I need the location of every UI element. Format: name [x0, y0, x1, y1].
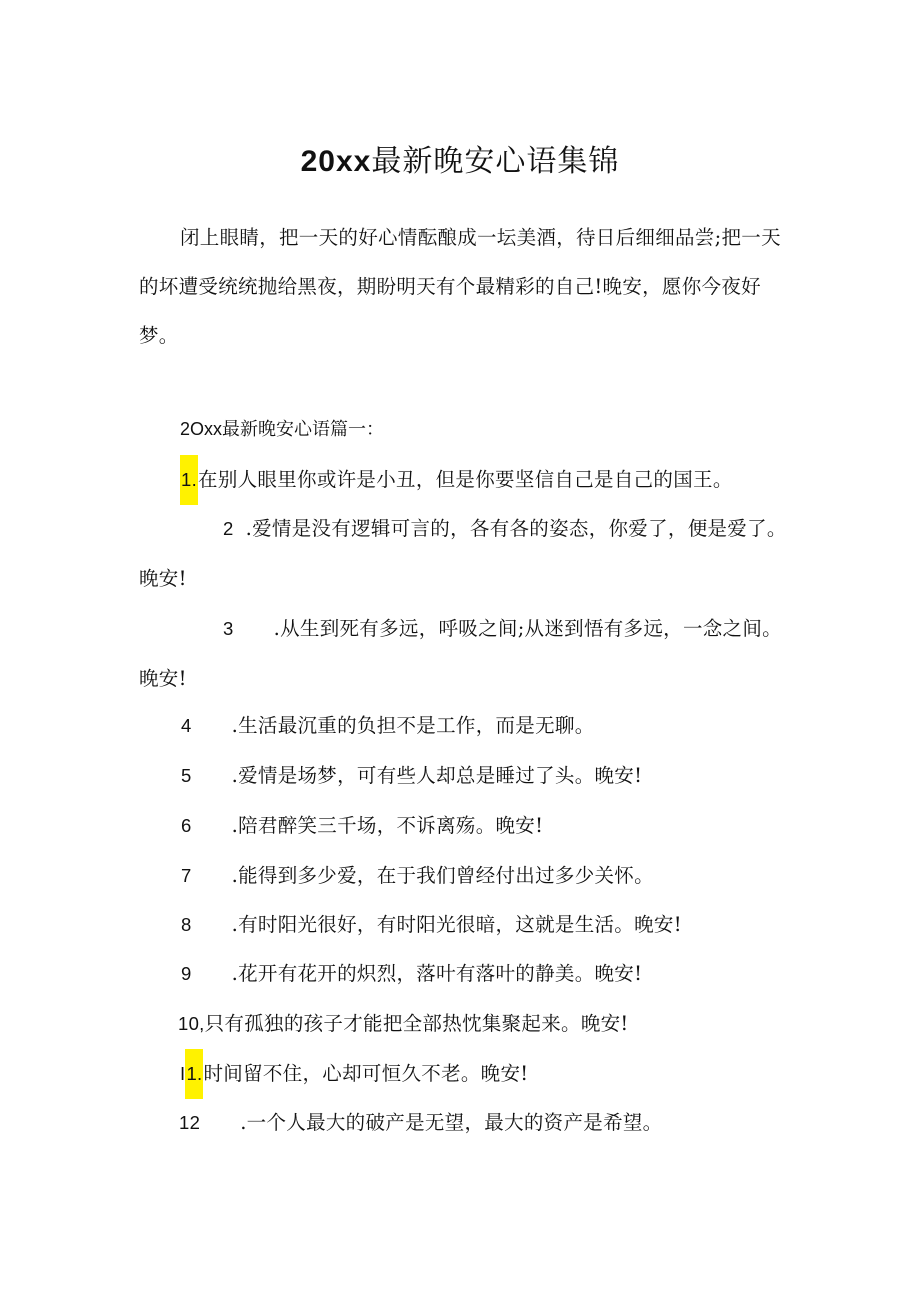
list-item	[139, 604, 787, 704]
list-item-number: 6	[181, 815, 192, 836]
list-item	[139, 751, 787, 801]
list-item-text: .有时阳光很好，有时阳光很暗，这就是生活。晚安!	[231, 913, 682, 936]
list-item	[139, 455, 787, 505]
document-title	[0, 140, 920, 184]
list-item	[139, 900, 787, 950]
list-item-number: 10,	[178, 1013, 205, 1034]
list-item-number: 4	[181, 715, 192, 736]
list-item-text: .陪君醉笑三千场，不诉离殇。晚安!	[231, 814, 544, 837]
list-item	[139, 504, 787, 604]
list-item-number-prefix: I	[180, 1063, 186, 1084]
list-item-number: 2	[223, 518, 234, 539]
section-heading-text: 最新晚安心语篇一：	[222, 419, 385, 440]
list-item-number: 7	[181, 865, 192, 886]
list-item	[139, 1098, 787, 1148]
list-item-text: .从生到死有多远，呼吸之间;从迷到悟有多远，一念之间。晚安!	[139, 617, 782, 690]
list-item	[139, 949, 787, 999]
list-item-text: 只有孤独的孩子才能把全部热忱集聚起来。晚安!	[204, 1012, 629, 1035]
list-item-text: .爱情是场梦，可有些人却总是睡过了头。晚安!	[231, 764, 643, 787]
list-item-text: .花开有花开的炽烈，落叶有落叶的静美。晚安!	[231, 962, 643, 985]
list-item	[139, 801, 787, 851]
list-item-number: 9	[181, 963, 192, 984]
list-item	[139, 701, 787, 751]
list-item	[139, 1049, 787, 1099]
title-text: 最新晚安心语集锦	[371, 144, 620, 179]
section-heading	[180, 412, 384, 447]
section-heading-prefix: 2Oxx	[180, 419, 223, 439]
list-item	[139, 851, 787, 901]
list-item-text: .生活最沉重的负担不是工作，而是无聊。	[231, 714, 595, 737]
list-item-number: 3	[223, 618, 234, 639]
list-item-number: 12	[179, 1112, 201, 1133]
list-item	[139, 999, 787, 1049]
list-item-text: 在别人眼里你或许是小丑，但是你要坚信自己是自己的国王。	[198, 468, 733, 491]
list-item-text: 时间留不住，心却可恒久不老。晚安!	[203, 1062, 529, 1085]
list-item-number: 1.	[180, 455, 198, 505]
list-item-text: .一个人最大的破产是无望，最大的资产是希望。	[240, 1111, 663, 1134]
list-item-number: 8	[181, 914, 192, 935]
list-item-number: 1.	[185, 1049, 203, 1099]
list-item-number: 5	[181, 765, 192, 786]
intro-paragraph: 闭上眼睛，把一天的好心情酝酿成一坛美酒，待日后细细品尝;把一天的坏遭受统统抛给黑夜，期盼明天有个最精彩的自己!晚安，愿你今夜好梦。	[139, 226, 781, 347]
list-item-text: .能得到多少爱，在于我们曾经付出过多少关怀。	[231, 864, 654, 887]
title-prefix: 20xx	[300, 145, 372, 178]
list-item-text: .爱情是没有逻辑可言的，各有各的姿态，你爱了，便是爱了。晚安!	[139, 517, 787, 590]
